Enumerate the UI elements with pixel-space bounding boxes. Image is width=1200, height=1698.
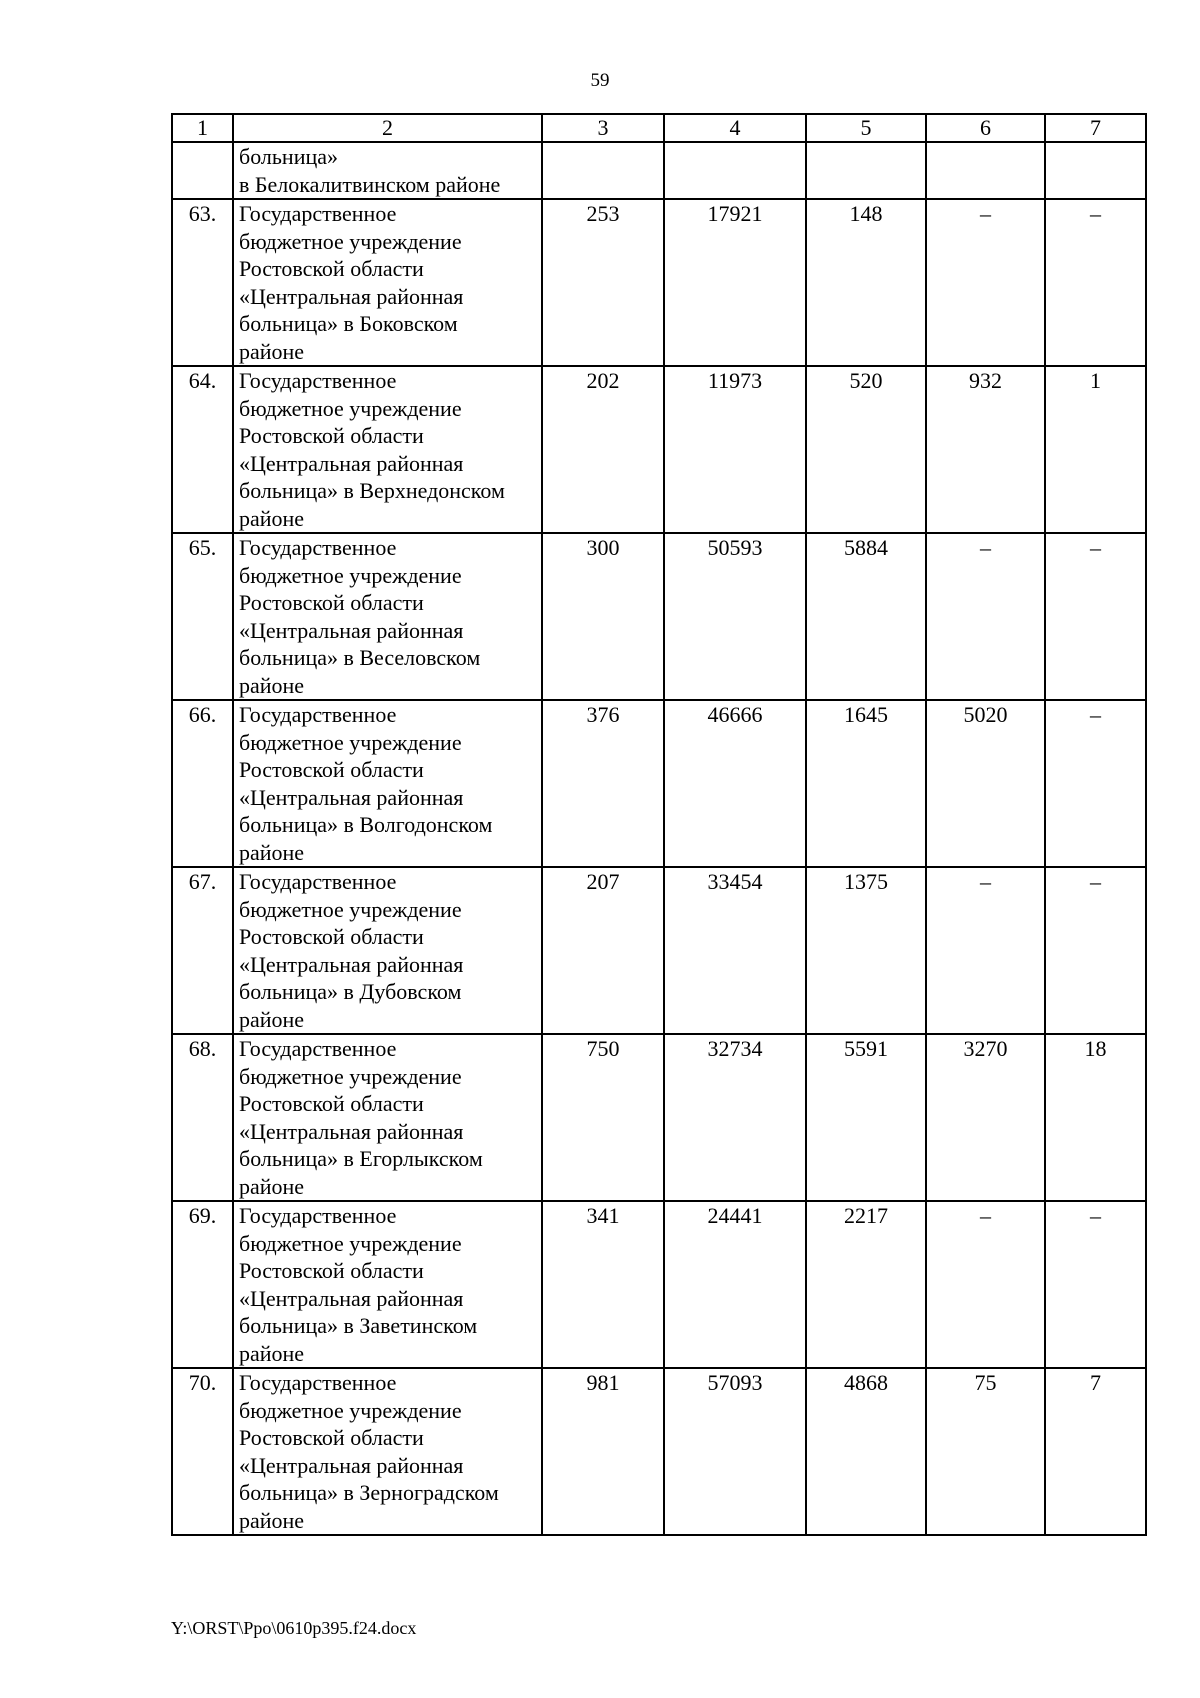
value-cell-col-4 — [664, 142, 806, 199]
table-row — [172, 1368, 1146, 1535]
row-number-cell: 68. — [172, 1034, 233, 1201]
value-cell-col-5 — [806, 142, 926, 199]
table-row — [172, 700, 1146, 867]
table-row — [172, 199, 1146, 366]
value-cell-col-5: 1375 — [806, 867, 926, 1034]
value-cell-col-6: 5020 — [926, 700, 1045, 867]
institution-name-cell — [233, 366, 542, 533]
column-header: 4 — [664, 114, 806, 142]
value-cell-col-3: 750 — [542, 1034, 664, 1201]
value-cell-col-4: 11973 — [664, 366, 806, 533]
row-number-cell: 69. — [172, 1201, 233, 1368]
value-cell-col-5: 148 — [806, 199, 926, 366]
value-cell-col-3: 341 — [542, 1201, 664, 1368]
column-header: 3 — [542, 114, 664, 142]
value-cell-col-4: 57093 — [664, 1368, 806, 1535]
value-cell-col-6: 932 — [926, 366, 1045, 533]
institution-name-cell — [233, 199, 542, 366]
value-cell-col-3: 207 — [542, 867, 664, 1034]
value-cell-col-4: 17921 — [664, 199, 806, 366]
institution-name-cell — [233, 700, 542, 867]
institution-name-cell — [233, 1368, 542, 1535]
value-cell-col-4: 32734 — [664, 1034, 806, 1201]
value-cell-col-3: 981 — [542, 1368, 664, 1535]
value-cell-col-4: 46666 — [664, 700, 806, 867]
value-cell-col-5: 1645 — [806, 700, 926, 867]
institution-name: Государственное бюджетное учреждение Ростовской области «Центральная районная больница» в Заветинском районе — [239, 1203, 478, 1366]
institution-name: Государственное бюджетное учреждение Ростовской области «Центральная районная больница» в Дубовском районе — [239, 869, 464, 1032]
table-header-row — [172, 114, 1146, 142]
institution-name: Государственное бюджетное учреждение Ростовской области «Центральная районная больница» в Верхнедонском районе — [239, 368, 505, 531]
institution-name-cell — [233, 1201, 542, 1368]
value-cell-col-7: – — [1045, 867, 1146, 1034]
table-row — [172, 142, 1146, 199]
value-cell-col-5: 520 — [806, 366, 926, 533]
value-cell-col-3: 253 — [542, 199, 664, 366]
value-cell-col-5: 4868 — [806, 1368, 926, 1535]
column-header: 2 — [233, 114, 542, 142]
row-number-cell: 70. — [172, 1368, 233, 1535]
value-cell-col-3: 376 — [542, 700, 664, 867]
page-number: 59 — [590, 70, 610, 91]
column-header: 1 — [172, 114, 233, 142]
value-cell-col-6: 3270 — [926, 1034, 1045, 1201]
value-cell-col-5: 2217 — [806, 1201, 926, 1368]
institution-name-cell — [233, 533, 542, 700]
value-cell-col-5: 5884 — [806, 533, 926, 700]
value-cell-col-7: – — [1045, 1201, 1146, 1368]
row-number-cell: 63. — [172, 199, 233, 366]
value-cell-col-7: 18 — [1045, 1034, 1146, 1201]
value-cell-col-7: – — [1045, 533, 1146, 700]
value-cell-col-6: – — [926, 533, 1045, 700]
institution-name-cell — [233, 867, 542, 1034]
institution-name-cell — [233, 1034, 542, 1201]
value-cell-col-7: 7 — [1045, 1368, 1146, 1535]
institution-name: Государственное бюджетное учреждение Ростовской области «Центральная районная больница» в Волгодонском районе — [239, 702, 493, 865]
table-row — [172, 366, 1146, 533]
value-cell-col-4: 24441 — [664, 1201, 806, 1368]
value-cell-col-6: – — [926, 867, 1045, 1034]
institution-name: Государственное бюджетное учреждение Ростовской области «Центральная районная больница» в Зерноградском районе — [239, 1370, 499, 1533]
value-cell-col-7 — [1045, 142, 1146, 199]
table-row — [172, 1201, 1146, 1368]
value-cell-col-7: – — [1045, 700, 1146, 867]
institution-name: Государственное бюджетное учреждение Ростовской области «Центральная районная больница» в Боковском районе — [239, 201, 464, 364]
value-cell-col-6: – — [926, 1201, 1045, 1368]
table-row — [172, 867, 1146, 1034]
column-header: 6 — [926, 114, 1045, 142]
table-row — [172, 533, 1146, 700]
value-cell-col-5: 5591 — [806, 1034, 926, 1201]
value-cell-col-6: – — [926, 199, 1045, 366]
file-path-footer: Y:\ORST\Ppo\0610p395.f24.docx — [171, 1618, 417, 1638]
institution-name: больница» в Белокалитвинском районе — [239, 144, 501, 197]
column-header: 7 — [1045, 114, 1146, 142]
institution-name-cell — [233, 142, 542, 199]
value-cell-col-3: 202 — [542, 366, 664, 533]
value-cell-col-3: 300 — [542, 533, 664, 700]
value-cell-col-7: – — [1045, 199, 1146, 366]
value-cell-col-7: 1 — [1045, 366, 1146, 533]
value-cell-col-4: 33454 — [664, 867, 806, 1034]
row-number-cell: 67. — [172, 867, 233, 1034]
data-table — [171, 113, 1147, 1536]
table-row — [172, 1034, 1146, 1201]
row-number-cell — [172, 142, 233, 199]
institution-name: Государственное бюджетное учреждение Ростовской области «Центральная районная больница» в Егорлыкском районе — [239, 1036, 483, 1199]
column-header: 5 — [806, 114, 926, 142]
value-cell-col-6 — [926, 142, 1045, 199]
value-cell-col-3 — [542, 142, 664, 199]
row-number-cell: 66. — [172, 700, 233, 867]
row-number-cell: 65. — [172, 533, 233, 700]
row-number-cell: 64. — [172, 366, 233, 533]
value-cell-col-6: 75 — [926, 1368, 1045, 1535]
institution-name: Государственное бюджетное учреждение Ростовской области «Центральная районная больница» в Веселовском районе — [239, 535, 481, 698]
value-cell-col-4: 50593 — [664, 533, 806, 700]
